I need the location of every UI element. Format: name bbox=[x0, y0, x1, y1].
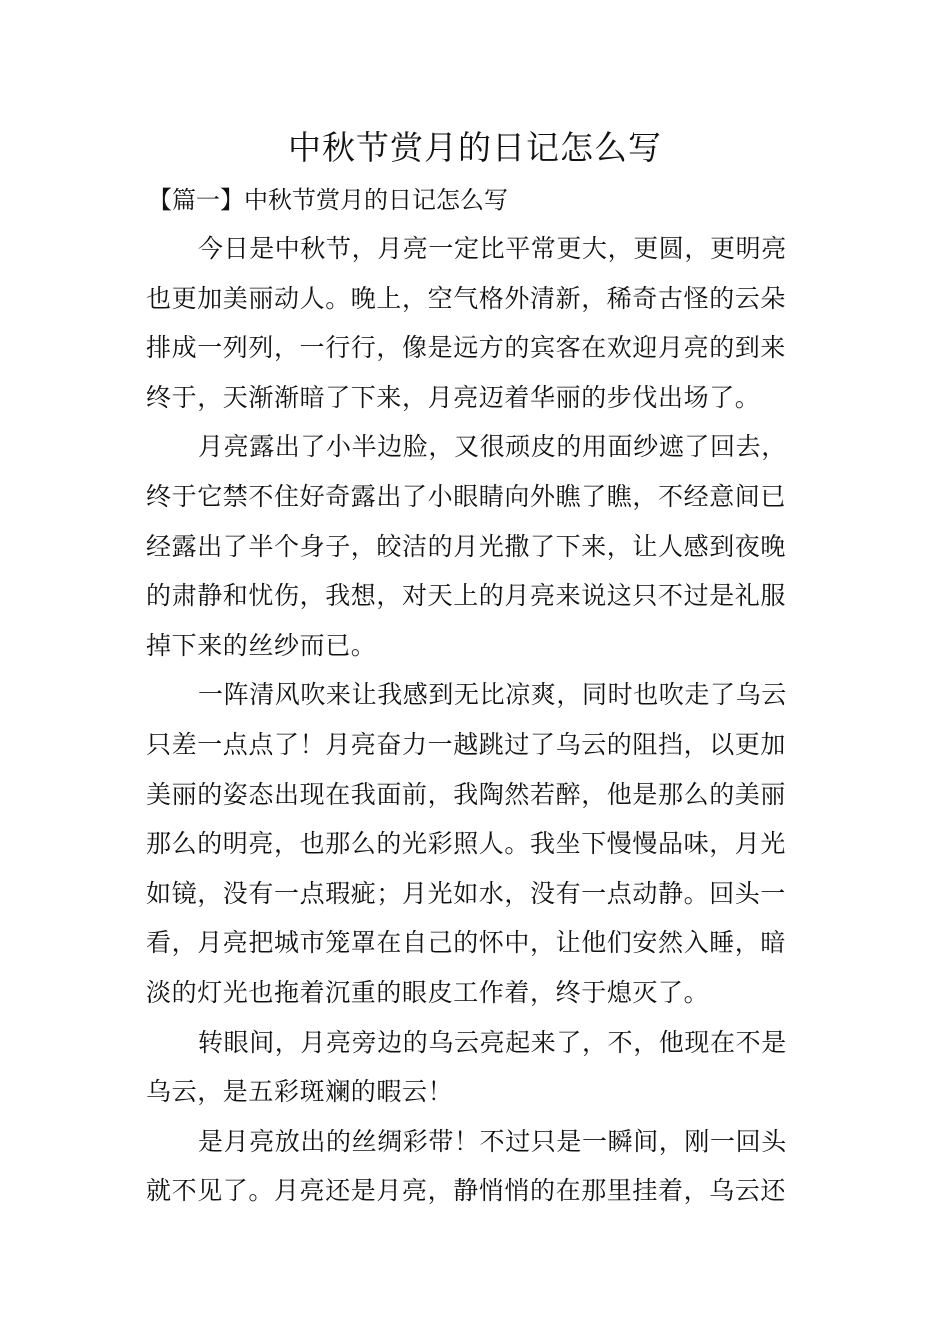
text-line: 如镜，没有一点瑕疵；月光如水，没有一点动静。回头一 bbox=[146, 878, 787, 908]
body-text bbox=[146, 224, 806, 1216]
text-line: 是月亮放出的丝绸彩带！不过只是一瞬间，刚一回头 bbox=[198, 1126, 787, 1156]
text-line: 那么的明亮，也那么的光彩照人。我坐下慢慢品味，月光 bbox=[146, 829, 787, 859]
text-line: 终于它禁不住好奇露出了小眼睛向外瞧了瞧，不经意间已 bbox=[146, 481, 787, 511]
text-line: 掉下来的丝纱而已。 bbox=[146, 630, 377, 660]
text-line: 的肃静和忧伤，我想，对天上的月亮来说这只不过是礼服 bbox=[146, 581, 787, 611]
text-line: 转眼间，月亮旁边的乌云亮起来了，不，他现在不是 bbox=[198, 1027, 787, 1057]
document-title: 中秋节赏月的日记怎么写 bbox=[288, 128, 662, 167]
text-line: 月亮露出了小半边脸，又很顽皮的用面纱遮了回去， bbox=[198, 432, 787, 462]
text-line: 一阵清风吹来让我感到无比凉爽，同时也吹走了乌云 bbox=[198, 680, 787, 710]
text-line: 就不见了。月亮还是月亮，静悄悄的在那里挂着，乌云还 bbox=[146, 1176, 787, 1206]
text-line: 看，月亮把城市笼罩在自己的怀中，让他们安然入睡，暗 bbox=[146, 928, 787, 958]
text-line: 美丽的姿态出现在我面前，我陶然若醉，他是那么的美丽 bbox=[146, 779, 787, 809]
text-line: 淡的灯光也拖着沉重的眼皮工作着，终于熄灭了。 bbox=[146, 977, 710, 1007]
text-line: 经露出了半个身子，皎洁的月光撒了下来，让人感到夜晚 bbox=[146, 531, 787, 561]
text-line: 只差一点点了！月亮奋力一越跳过了乌云的阻挡，以更加 bbox=[146, 729, 787, 759]
text-line: 也更加美丽动人。晚上，空气格外清新，稀奇古怪的云朵 bbox=[146, 283, 787, 313]
text-line: 排成一列列，一行行，像是远方的宾客在欢迎月亮的到来 bbox=[146, 333, 787, 363]
text-line: 终于，天渐渐暗了下来，月亮迈着华丽的步伐出场了。 bbox=[146, 382, 761, 412]
text-line: 今日是中秋节，月亮一定比平常更大，更圆，更明亮 bbox=[198, 234, 787, 263]
section-heading: 【篇一】中秋节赏月的日记怎么写 bbox=[148, 186, 508, 214]
text-line: 乌云，是五彩斑斓的暇云！ bbox=[146, 1077, 454, 1107]
